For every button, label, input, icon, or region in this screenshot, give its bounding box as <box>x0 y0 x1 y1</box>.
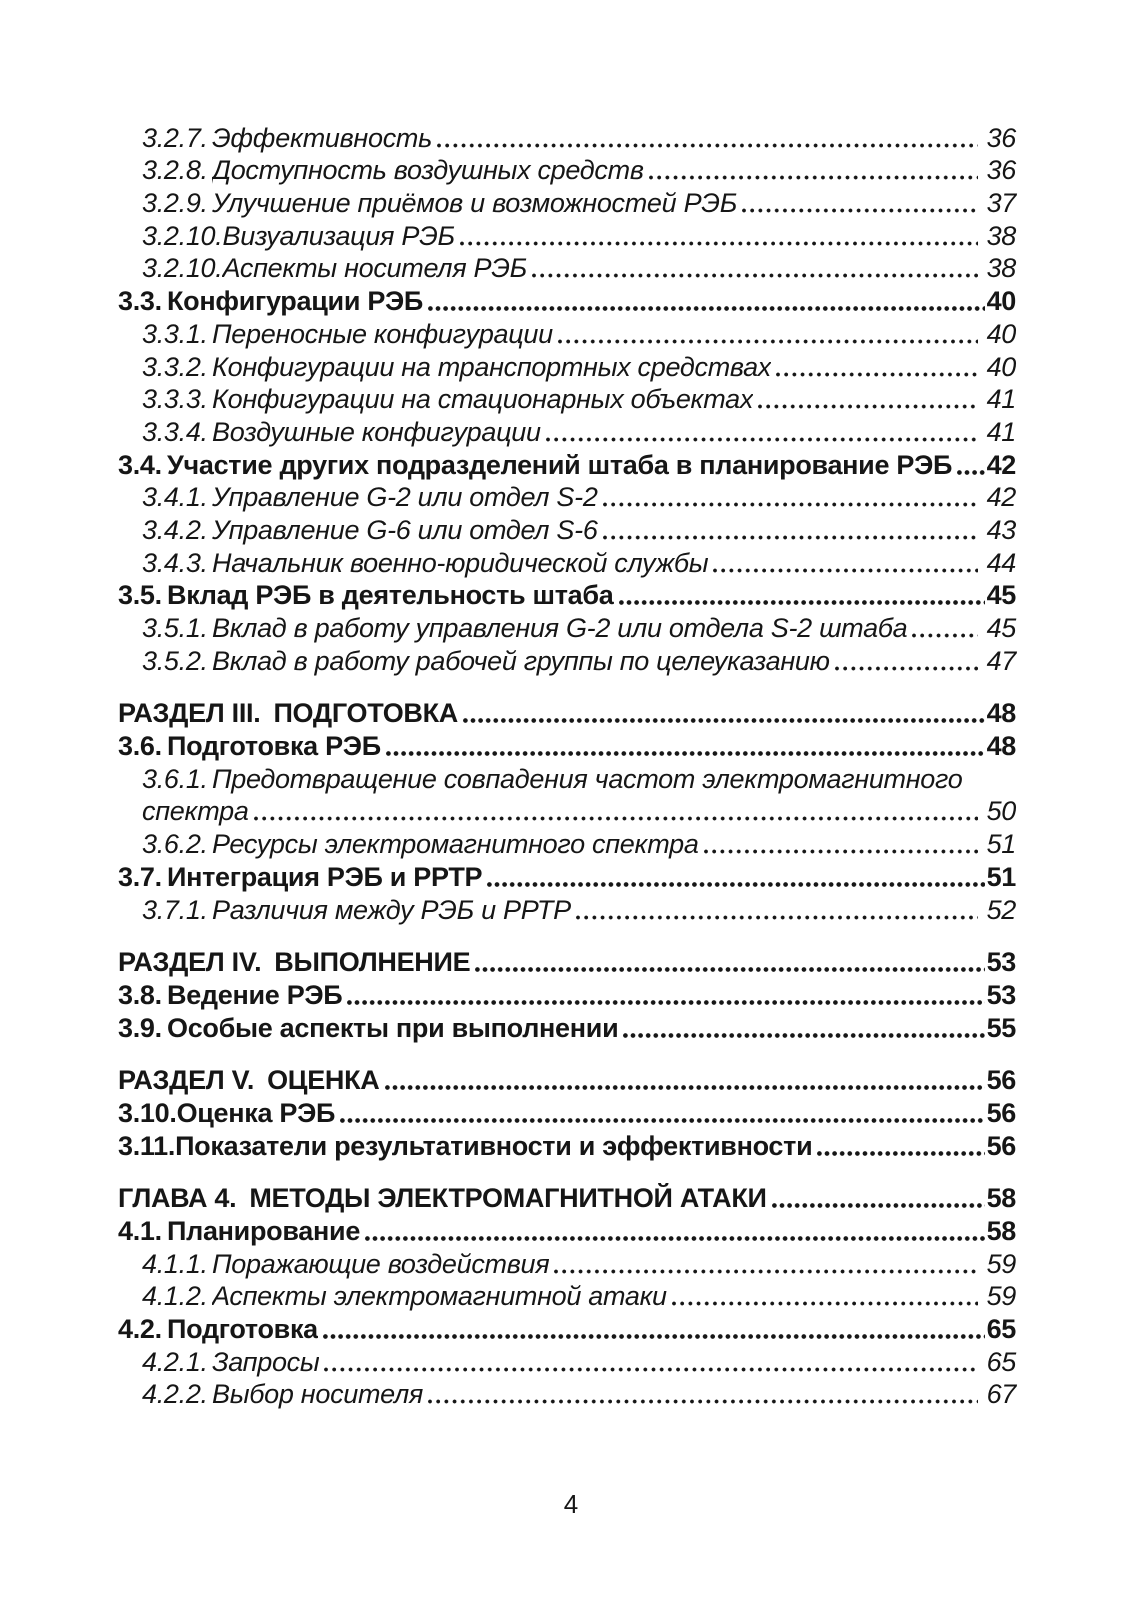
toc-entry-number: 4.1.1. <box>142 1248 208 1279</box>
toc-entry-title: Визуализация РЭБ <box>222 220 455 251</box>
toc-entry-title: Управление G-2 или отдел S-2 <box>212 482 598 513</box>
toc-entry-page: 43 <box>986 514 1016 545</box>
toc-entry-title: спектра <box>142 796 249 827</box>
dot-leader <box>428 306 985 311</box>
dot-leader <box>704 849 978 854</box>
toc-entry-title: Вклад РЭБ в деятельность штаба <box>167 580 614 611</box>
dot-leader <box>324 1367 977 1372</box>
toc-entry <box>100 1280 1016 1313</box>
toc-entry-title: Подготовка <box>167 1314 318 1345</box>
toc-entry-page: 59 <box>986 1281 1016 1312</box>
toc-entry <box>100 1129 1016 1162</box>
toc-entry-title: Оценка РЭБ <box>176 1097 336 1128</box>
toc-entry <box>100 893 1016 926</box>
dot-leader <box>463 718 985 723</box>
toc-entry-title: Запросы <box>212 1346 320 1377</box>
dot-leader <box>475 967 984 972</box>
toc-entry-title: Ресурсы электромагнитного спектра <box>212 829 699 860</box>
toc-entry <box>100 697 1016 730</box>
toc-entry-page: 51 <box>986 829 1016 860</box>
toc-entry <box>100 121 1016 154</box>
toc-entry-number: 3.10. <box>118 1097 177 1128</box>
toc-entry-number: 3.6. <box>118 731 162 762</box>
toc-entry-number: 3.8. <box>118 979 162 1010</box>
toc-entry <box>100 1096 1016 1129</box>
toc-entry-number: 3.6.2. <box>142 829 208 860</box>
toc-entry-page: 59 <box>986 1248 1016 1279</box>
toc-entry <box>100 284 1016 317</box>
dot-leader <box>532 273 978 278</box>
toc-entry <box>100 795 1016 828</box>
toc-entry-number: 4.2.1. <box>142 1346 208 1377</box>
table-of-contents <box>100 121 1016 1410</box>
toc-entry-page: 40 <box>986 286 1016 317</box>
toc-entry-page: 38 <box>986 220 1016 251</box>
dot-leader <box>546 437 978 442</box>
toc-entry <box>100 1214 1016 1247</box>
toc-entry <box>100 978 1016 1011</box>
dot-leader <box>365 1236 985 1241</box>
toc-entry <box>100 1345 1016 1378</box>
toc-entry-title: ОЦЕНКА <box>267 1065 380 1096</box>
toc-entry-number: 3.2.10. <box>142 253 223 284</box>
dot-leader <box>437 143 978 148</box>
dot-leader <box>776 372 978 377</box>
toc-entry <box>100 1312 1016 1345</box>
dot-leader <box>758 404 977 409</box>
toc-entry-page: 36 <box>986 122 1016 153</box>
toc-entry-page: 45 <box>986 613 1016 643</box>
toc-entry-page: 53 <box>986 947 1016 978</box>
toc-entry <box>100 611 1016 644</box>
toc-entry-page: 45 <box>986 580 1016 611</box>
toc-entry-page: 56 <box>986 1097 1016 1128</box>
toc-entry-page: 53 <box>986 979 1016 1010</box>
toc-entry-title: МЕТОДЫ ЭЛЕКТРОМАГНИТНОЙ АТАКИ <box>249 1183 767 1214</box>
toc-entry-page: 55 <box>986 1012 1016 1043</box>
dot-leader <box>772 1203 985 1208</box>
toc-entry-number: 3.7.1. <box>142 894 208 925</box>
toc-entry <box>100 827 1016 860</box>
toc-entry <box>100 154 1016 187</box>
dot-leader <box>623 1033 984 1038</box>
toc-entry-title: Воздушные конфигурации <box>212 416 541 447</box>
dot-leader <box>428 1399 978 1404</box>
toc-entry-page: 37 <box>986 188 1016 219</box>
dot-leader <box>912 633 977 638</box>
toc-entry-number: 3.2.10. <box>142 220 223 251</box>
toc-entry <box>100 546 1016 579</box>
toc-entry-number: 3.3.1. <box>142 318 208 349</box>
toc-entry <box>100 415 1016 448</box>
dot-leader <box>460 241 978 246</box>
dot-leader <box>817 1151 984 1156</box>
toc-entry <box>100 579 1016 612</box>
toc-entry-title: Поражающие воздействия <box>212 1248 550 1279</box>
toc-entry-page: 40 <box>986 318 1016 349</box>
toc-entry <box>100 513 1016 546</box>
toc-entry-number: 4.2. <box>118 1314 162 1345</box>
toc-entry-title: Конфигурации РЭБ <box>167 286 424 317</box>
toc-entry <box>100 946 1016 979</box>
toc-entry-number: РАЗДЕЛ IV. <box>118 947 262 978</box>
toc-entry-title: Предотвращение совпадения частот электромагнитного <box>212 763 963 794</box>
dot-leader <box>323 1334 985 1339</box>
toc-entry-title: Вклад в работу рабочей группы по целеуказанию <box>212 645 830 676</box>
toc-entry-number: 3.3.4. <box>142 416 208 447</box>
toc-entry-title: Аспекты носителя РЭБ <box>222 253 527 284</box>
dot-leader <box>554 1269 977 1274</box>
toc-entry-title: Интеграция РЭБ и РРТР <box>167 861 483 892</box>
dot-leader <box>487 882 984 887</box>
page-number: 4 <box>563 1489 579 1519</box>
toc-entry <box>100 350 1016 383</box>
toc-entry-number: 3.6.1. <box>142 763 208 794</box>
dot-leader <box>254 816 978 821</box>
toc-entry-number: 3.9. <box>118 1012 162 1043</box>
toc-entry-page: 48 <box>986 731 1016 762</box>
toc-entry-number: 3.3.3. <box>142 384 208 415</box>
toc-entry-number: 3.2.8. <box>142 155 208 186</box>
dot-leader <box>386 751 985 756</box>
dot-leader <box>835 666 978 671</box>
toc-entry-number: РАЗДЕЛ III. <box>118 698 261 729</box>
toc-entry <box>100 1011 1016 1044</box>
toc-entry <box>100 252 1016 285</box>
dot-leader <box>603 535 978 540</box>
toc-entry <box>100 317 1016 350</box>
dot-leader <box>957 470 984 475</box>
toc-entry-page: 41 <box>986 416 1016 447</box>
toc-entry-number: 3.5. <box>118 580 162 611</box>
toc-entry-page: 58 <box>986 1216 1016 1246</box>
toc-entry-title: Ведение РЭБ <box>167 979 343 1010</box>
toc-entry-number: 4.2.2. <box>142 1379 208 1410</box>
toc-entry-title: Особые аспекты при выполнении <box>167 1012 619 1043</box>
toc-entry-number: 3.11. <box>118 1130 176 1161</box>
toc-entry-number: 3.7. <box>118 861 162 892</box>
toc-entry <box>100 729 1016 762</box>
toc-entry-page: 51 <box>986 861 1016 892</box>
toc-entry-title: ВЫПОЛНЕНИЕ <box>274 947 471 978</box>
toc-entry-number: 3.4.2. <box>142 514 208 545</box>
toc-entry-page: 67 <box>986 1379 1016 1410</box>
toc-entry-number: 4.1. <box>118 1216 162 1246</box>
toc-entry-number: РАЗДЕЛ V. <box>118 1065 255 1096</box>
toc-entry <box>100 383 1016 416</box>
toc-entry-page: 40 <box>986 351 1016 382</box>
toc-entry <box>100 1378 1016 1411</box>
toc-entry-number: 3.4. <box>118 449 162 480</box>
toc-entry-title: Управление G-6 или отдел S-6 <box>212 514 598 545</box>
toc-entry-title: Начальник военно-юридической службы <box>212 547 709 578</box>
toc-entry-title: Доступность воздушных средств <box>212 155 644 186</box>
toc-entry-title: Переносные конфигурации <box>212 318 553 349</box>
toc-entry-title: ПОДГОТОВКА <box>273 698 458 729</box>
toc-entry-page: 65 <box>986 1314 1016 1345</box>
toc-entry-title: Планирование <box>167 1216 361 1246</box>
toc-entry-page: 56 <box>986 1065 1016 1096</box>
toc-entry-page: 47 <box>986 645 1016 676</box>
toc-entry <box>100 1064 1016 1097</box>
toc-entry-page: 58 <box>986 1183 1016 1214</box>
toc-entry-title: Участие других подразделений штаба в планирование РЭБ <box>167 449 953 480</box>
toc-entry-page: 56 <box>986 1130 1016 1161</box>
toc-entry-number: 4.1.2. <box>142 1281 208 1312</box>
toc-entry-number: 3.2.7. <box>142 122 208 153</box>
toc-entry-number: 3.4.3. <box>142 547 208 578</box>
toc-entry-number: 3.4.1. <box>142 482 208 513</box>
toc-entry-title: Аспекты электромагнитной атаки <box>212 1281 667 1312</box>
toc-entry <box>100 860 1016 893</box>
toc-entry-number: 3.5.2. <box>142 645 208 676</box>
toc-entry-title: Подготовка РЭБ <box>167 731 381 762</box>
toc-entry <box>100 219 1016 252</box>
page-footer <box>0 1489 1142 1520</box>
toc-entry-number: 3.3. <box>118 286 162 317</box>
toc-entry-page: 42 <box>986 449 1016 480</box>
toc-entry-page: 42 <box>986 482 1016 513</box>
toc-entry-title: Конфигурации на транспортных средствах <box>212 351 772 382</box>
toc-entry-page: 36 <box>986 155 1016 186</box>
toc-entry-title: Выбор носителя <box>212 1379 424 1410</box>
toc-entry-title: Улучшение приёмов и возможностей РЭБ <box>212 188 737 219</box>
toc-entry <box>100 186 1016 219</box>
toc-entry-number: 3.5.1. <box>142 613 208 643</box>
toc-entry-page: 44 <box>986 547 1016 578</box>
toc-entry <box>100 1247 1016 1280</box>
toc-entry-title: Конфигурации на стационарных объектах <box>212 384 754 415</box>
dot-leader <box>576 915 978 920</box>
dot-leader <box>619 600 985 605</box>
toc-entry-number: 3.2.9. <box>142 188 208 219</box>
toc-entry <box>100 644 1016 677</box>
toc-entry-number: ГЛАВА 4. <box>118 1183 237 1214</box>
toc-entry-title: Эффективность <box>212 122 432 153</box>
toc-entry-title: Показатели результативности и эффективности <box>175 1130 813 1161</box>
toc-entry-page: 52 <box>986 894 1016 925</box>
toc-entry-page: 38 <box>986 253 1016 284</box>
dot-leader <box>713 568 977 573</box>
dot-leader <box>558 339 978 344</box>
toc-entry-number: 3.3.2. <box>142 351 208 382</box>
dot-leader <box>340 1118 984 1123</box>
dot-leader <box>742 208 978 213</box>
dot-leader <box>603 502 978 507</box>
toc-entry-page: 50 <box>986 796 1016 827</box>
dot-leader <box>672 1301 978 1306</box>
toc-entry <box>100 1182 1016 1215</box>
toc-entry <box>100 481 1016 514</box>
toc-entry-title: Различия между РЭБ и РРТР <box>212 894 571 925</box>
dot-leader <box>347 1000 984 1005</box>
toc-entry-title: Вклад в работу управления G-2 или отдела S-2 штаба <box>212 613 908 643</box>
toc-entry-page: 48 <box>986 698 1016 729</box>
toc-entry-page: 41 <box>986 384 1016 415</box>
dot-leader <box>649 175 978 180</box>
toc-entry <box>100 762 1016 795</box>
toc-entry-page: 65 <box>986 1346 1016 1377</box>
toc-entry <box>100 448 1016 481</box>
dot-leader <box>385 1085 985 1090</box>
